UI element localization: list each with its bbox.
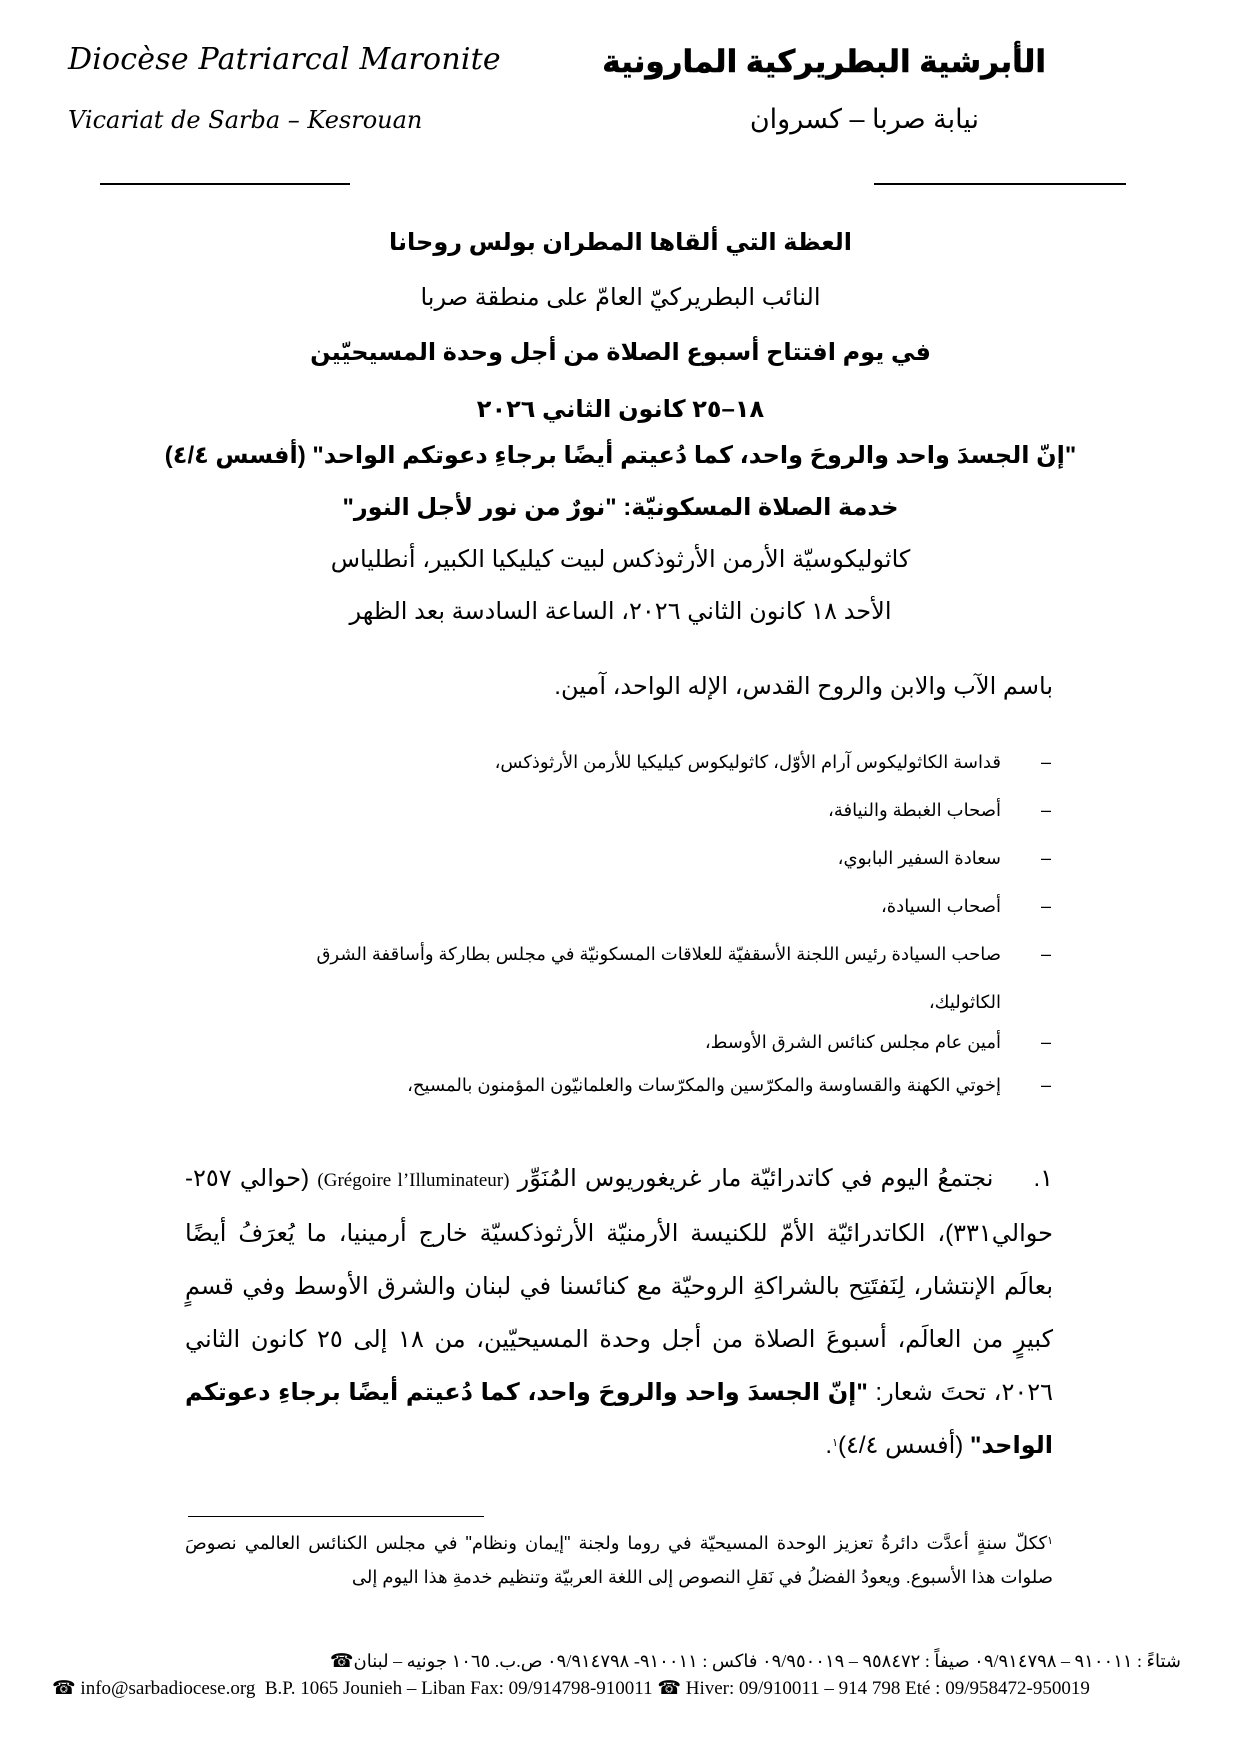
- greeting-item: [828, 800, 1051, 821]
- telephone-icon: ☎: [657, 1678, 681, 1699]
- contact-email[interactable]: info@sarbadiocese.org: [80, 1678, 256, 1699]
- greeting-text: قداسة الكاثوليكوس آرام الأوّل، كاثوليكوس كيليكيا للأرمن الأرثوذكس،: [494, 752, 1001, 772]
- service-title: خدمة الصلاة المسكونيّة: "نورٌ من نور لأجل النور": [342, 494, 899, 521]
- footnote-separator: [188, 1516, 484, 1517]
- contact-phones: Hiver: 09/910011 – 914 798 Eté : 09/958472-950019: [685, 1678, 1090, 1699]
- list-dash: –: [1040, 896, 1051, 916]
- contact-text-ar: شتاءً : ٩١٠٠١١ – ٠٩/٩١٤٧٩٨ صيفاً : ٩٥٨٤٧٢ – ٠٩/٩٥٠٠١٩ فاكس : ٩١٠٠١١- ٠٩/٩١٤٧٩٨ ص.ب. ١٠٦٥ جونيه – لبنان: [353, 1651, 1181, 1671]
- greeting-item: [316, 944, 1051, 965]
- diocese-name-fr: Diocèse Patriarcal Maronite: [68, 42, 501, 77]
- invocation: باسم الآب والابن والروح القدس، الإله الواحد، آمين.: [554, 673, 1053, 700]
- greeting-text: أصحاب السيادة،: [880, 896, 1001, 916]
- list-dash: –: [1040, 1032, 1051, 1052]
- theme-quote: "إنّ الجسدَ واحد والروحَ واحد، كما دُعيتم أيضًا برجاءِ دعوتكم الواحد" (أفسس ٤/٤): [164, 442, 1077, 469]
- theme-quote-inline: "إنّ الجسدَ واحد والروحَ واحد، كما دُعيتم أيضًا برجاءِ دعوتكم الواحد": [185, 1379, 1053, 1459]
- greeting-item-continuation: [929, 992, 1001, 1013]
- footnote-text: ككلّ سنةٍ أعدَّت دائرةُ تعزيز الوحدة المسيحيّة في روما ولجنة "إيمان ونظام" في مجلس الكنائس العالمي نصوصَ صلوات هذا الأسبوع. ويعودُ الفضلُ في نَقلِ النصوص إلى اللغة العربيّة وتنظيم خدمةِ هذا اليوم إلى: [185, 1533, 1053, 1587]
- paragraph-end: .: [825, 1432, 833, 1459]
- header-divider-left: [100, 183, 350, 185]
- paragraph-1: [185, 1152, 1053, 1472]
- telephone-icon: ☎: [52, 1678, 76, 1699]
- header-divider-right: [874, 183, 1126, 185]
- diocese-name-ar: الأبرشية البطريركية المارونية: [602, 44, 1046, 79]
- vicariate-name-ar: نيابة صربا – كسروان: [749, 104, 979, 134]
- footnote-reference[interactable]: ١: [832, 1437, 838, 1449]
- greeting-item: [494, 752, 1051, 773]
- contact-address: B.P. 1065 Jounieh – Liban Fax: 09/914798-910011: [264, 1678, 653, 1699]
- date-range: ١٨–٢٥ كانون الثاني ٢٠٢٦: [476, 396, 765, 423]
- contact-line-fr: [52, 1677, 1090, 1700]
- greeting-text: أمين عام مجلس كنائس الشرق الأوسط،: [704, 1032, 1001, 1052]
- vicariate-name-fr: Vicariat de Sarba – Kesrouan: [68, 106, 423, 134]
- list-dash: –: [1040, 800, 1051, 820]
- latin-name: (Grégoire l’Illuminateur): [317, 1170, 510, 1191]
- greeting-text: الكاثوليك،: [928, 992, 1001, 1012]
- greeting-item: [704, 1032, 1051, 1053]
- telephone-icon: ☎: [329, 1651, 354, 1672]
- scripture-reference: (أفسس ٤/٤): [838, 1432, 964, 1459]
- occasion-line: في يوم افتتاح أسبوع الصلاة من أجل وحدة المسيحيّين: [310, 339, 931, 366]
- list-dash: –: [1040, 752, 1051, 772]
- greeting-text: سعادة السفير البابوي،: [837, 848, 1001, 868]
- paragraph-text: ٢٥٧- حوالي٣٣١)، الكاتدرائيّة الأمّ للكنيسة الأرمنيّة الأرثوذكسيّة خارج أرمينيا، ما يُعرَفُ أيضًا بعالَم الإنتشار، لِنَفتَتِح بالشراكةِ الروحيّة مع كنائسنا في لبنان والشرق الأوسط وفي قسمٍ كبيرٍ من العالَم، أسبوعَ الصلاة من أجل وحدة المسيحيّين، من ١٨ إلى ٢٥ كانون الثاني ٢٠٢٦، تحتَ شعار:: [185, 1165, 1053, 1406]
- venue-line: كاثوليكوسيّة الأرمن الأرثوذكس لبيت كيليكيا الكبير، أنطلياس: [330, 546, 911, 573]
- contact-line-ar: [330, 1650, 1181, 1673]
- list-dash: –: [1040, 1075, 1051, 1095]
- greeting-text: صاحب السيادة رئيس اللجنة الأسقفيّة للعلاقات المسكونيّة في مجلس بطاركة وأساقفة الشرق: [316, 944, 1001, 964]
- list-dash: –: [1040, 944, 1051, 964]
- greeting-text: إخوتي الكهنة والقساوسة والمكرّسين والمكرّسات والعلمانيّون المؤمنون بالمسيح،: [407, 1075, 1001, 1095]
- list-dash: –: [1040, 848, 1051, 868]
- footnote: [185, 1526, 1053, 1594]
- greeting-text: أصحاب الغبطة والنيافة،: [828, 800, 1001, 820]
- greeting-item: [837, 848, 1051, 869]
- greeting-item: [880, 896, 1051, 917]
- homily-title: العظة التي ألقاها المطران بولس روحانا: [389, 229, 852, 256]
- footnote-mark: ١: [1047, 1535, 1053, 1547]
- paragraph-number: ١.: [1033, 1165, 1054, 1192]
- speaker-role: النائب البطريركيّ العامّ على منطقة صربا: [420, 284, 821, 311]
- paragraph-text: نجتمعُ اليوم في كاتدرائيّة مار غريغوريوس المُنَوِّر: [517, 1165, 994, 1192]
- greeting-item: [407, 1075, 1051, 1096]
- datetime-line: الأحد ١٨ كانون الثاني ٢٠٢٦، الساعة السادسة بعد الظهر: [349, 598, 892, 625]
- paragraph-text: (حوالي: [239, 1165, 310, 1192]
